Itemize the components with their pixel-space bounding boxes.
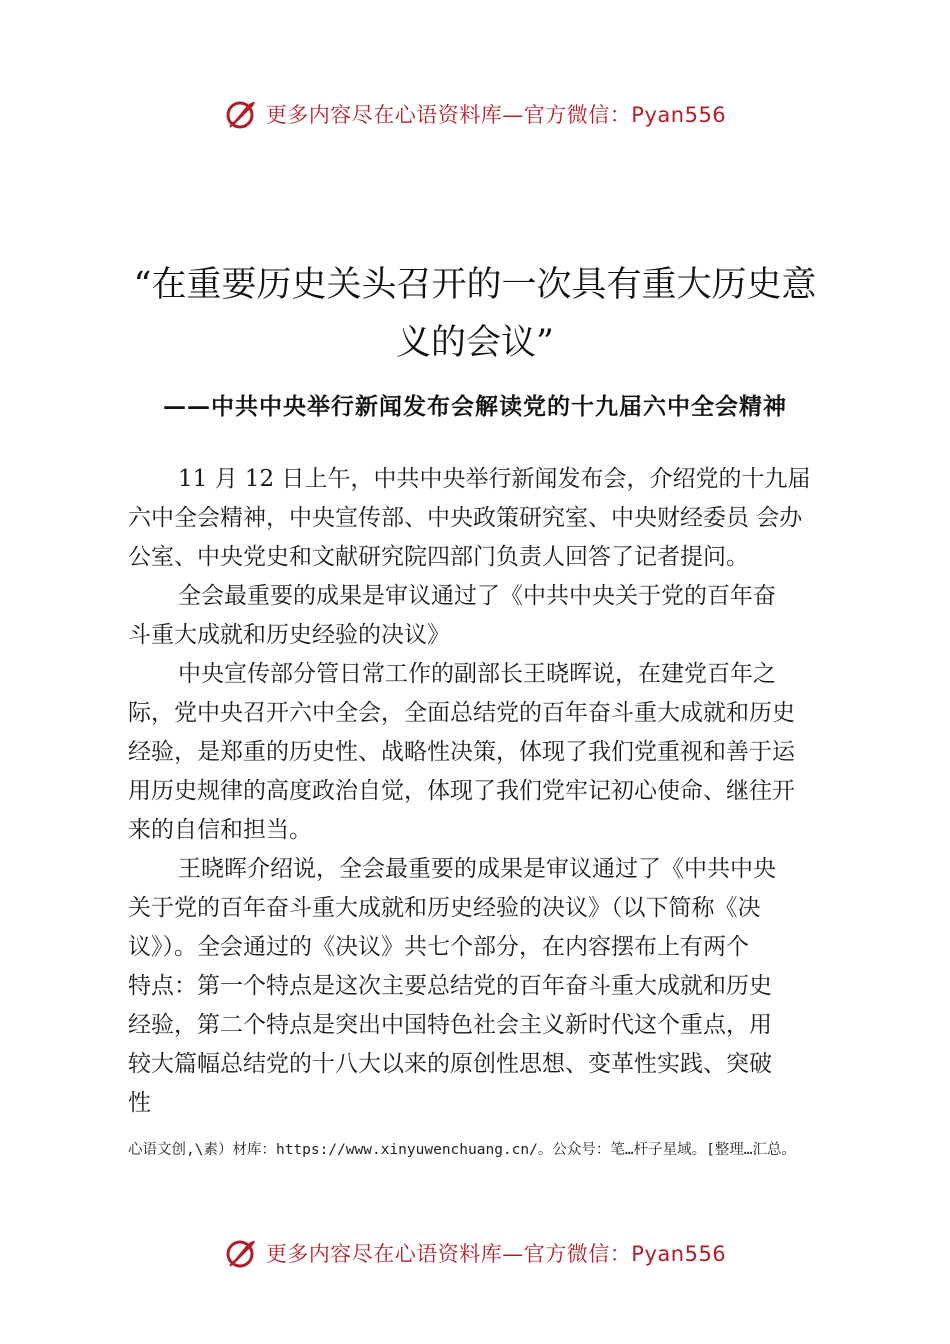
document-title-continued: 义的会议” bbox=[396, 323, 554, 363]
document-title: “在重要历史关头召开的一次具有重大历史意 bbox=[133, 265, 817, 305]
body-line: 性 bbox=[128, 1090, 151, 1116]
footer-banner bbox=[0, 1233, 950, 1273]
body-line: 王晓晖介绍说，全会最重要的成果是审议通过了《中共中央 bbox=[178, 856, 776, 882]
body-line: 用历史规律的高度政治自觉，体现了我们党牢记初心使命、继往开 bbox=[128, 778, 795, 804]
body-line: 全会最重要的成果是审议通过了《中共中央关于党的百年奋 bbox=[178, 583, 776, 609]
body-line: 中央宣传部分管日常工作的副部长王晓晖说，在建党百年之 bbox=[178, 661, 776, 687]
body-line: 11 月 12 日上午，中共中央举行新闻发布会，介绍党的十九届 bbox=[178, 466, 811, 492]
body-line: 议》）。全会通过的《决议》共七个部分，在内容摆布上有两个 bbox=[128, 934, 749, 960]
body-line: 六中全会精神，中央宣传部、中央政策研究室、中央财经委员 会办 bbox=[128, 505, 803, 531]
header-banner bbox=[0, 94, 950, 134]
body-line: 经验，是郑重的历史性、战略性决策，体现了我们党重视和善于运 bbox=[128, 739, 795, 765]
banner-text: 更多内容尽在心语资料库—官方微信：Pyan556 bbox=[265, 1242, 727, 1266]
quill-pen-logo-icon bbox=[224, 1236, 258, 1270]
source-footnote: 心语文创,\素）材库：https://www.xinyuwenchuang.cn/。公众号：笔…杆子星域。[整理…汇总。 bbox=[128, 1142, 797, 1158]
body-line: 际，党中央召开六中全会，全面总结党的百年奋斗重大成就和历史 bbox=[128, 700, 795, 726]
body-line: 公室、中央党史和文献研究院四部门负责人回答了记者提问。 bbox=[128, 544, 749, 570]
document-body bbox=[128, 460, 840, 1123]
document-subtitle: ——中共中央举行新闻发布会解读党的十九届六中全会精神 bbox=[163, 393, 787, 420]
body-line: 来的自信和担当。 bbox=[128, 817, 312, 843]
quill-pen-logo-icon bbox=[224, 97, 258, 131]
body-line: 经验，第二个特点是突出中国特色社会主义新时代这个重点，用 bbox=[128, 1012, 772, 1038]
body-line: 特点：第一个特点是这次主要总结党的百年奋斗重大成就和历史 bbox=[128, 973, 772, 999]
body-line: 较大篇幅总结党的十八大以来的原创性思想、变革性实践、突破 bbox=[128, 1051, 772, 1077]
body-line: 斗重大成就和历史经验的决议》 bbox=[128, 622, 450, 648]
body-line: 关于党的百年奋斗重大成就和历史经验的决议》（以下简称《决 bbox=[128, 895, 761, 921]
banner-text: 更多内容尽在心语资料库—官方微信：Pyan556 bbox=[265, 103, 727, 127]
